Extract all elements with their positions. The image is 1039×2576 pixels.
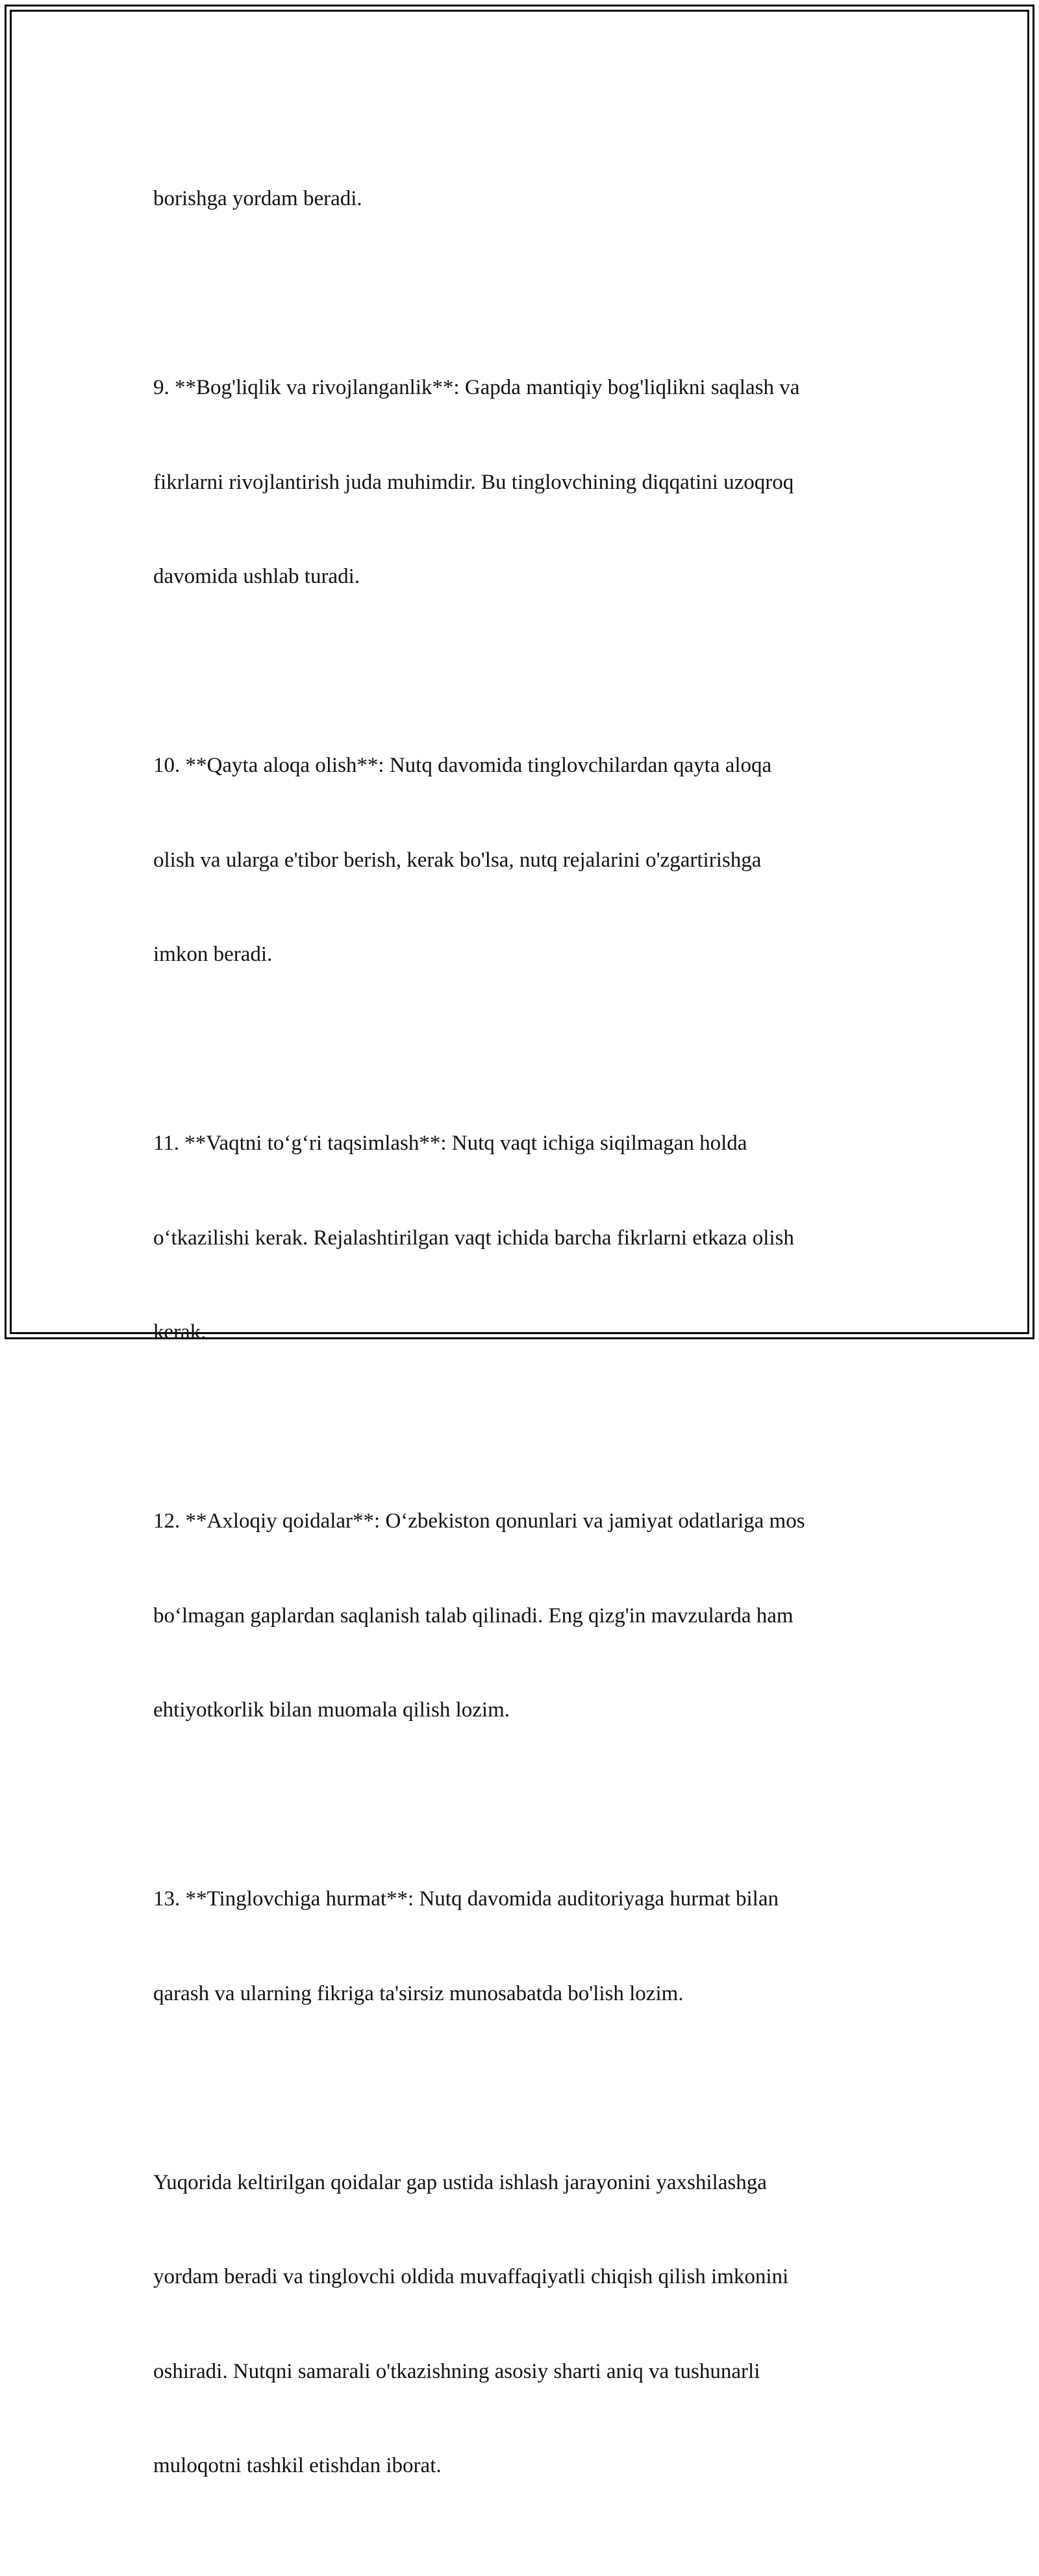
text-line: bo‘lmagan gaplardan saqlanish talab qilinadi. Eng qizg'in mavzularda ham — [153, 1604, 794, 1628]
text-line: 13. **Tinglovchiga hurmat**: Nutq davomida auditoriyaga hurmat bilan — [153, 1887, 779, 1911]
text-line: o‘tkazilishi kerak. Rejalashtirilgan vaqt ichida barcha fikrlarni etkaza olish — [153, 1226, 794, 1250]
text-line: davomida ushlab turadi. — [153, 565, 360, 588]
paragraph-item-9 — [153, 309, 884, 656]
text-line: qarash va ularning fikriga ta'sirsiz munosabatda bo'lish lozim. — [153, 1981, 684, 2005]
text-line: yordam beradi va tinglovchi oldida muvaffaqiyatli chiqish qilish imkonini — [153, 2265, 789, 2288]
paragraph-item-11 — [153, 1065, 884, 1411]
text-line: fikrlarni rivojlantirish juda muhimdir. Bu tinglovchining diqqatini uzoqroq — [153, 470, 794, 494]
text-line: kerak. — [153, 1320, 207, 1344]
text-line: 9. **Bog'liqlik va rivojlanganlik**: Gapda mantiqiy bog'liqlikni saqlash va — [153, 376, 800, 399]
text-line: 12. **Axloqiy qoidalar**: O‘zbekiston qonunlari va jamiyat odatlariga mos — [153, 1509, 805, 1533]
text-line: oshiradi. Nutqni samarali o'tkazishning asosiy sharti aniq va tushunarli — [153, 2359, 760, 2383]
text-line: 11. **Vaqtni to‘g‘ri taqsimlash**: Nutq vaqt ichiga siqilmagan holda — [153, 1132, 747, 1155]
text-line: imkon beradi. — [153, 943, 273, 966]
document-body — [153, 120, 884, 2576]
text-line: ehtiyotkorlik bilan muomala qilish lozim. — [153, 1698, 510, 1722]
paragraph-conclusion — [153, 2104, 884, 2545]
text-line: 10. **Qayta aloqa olish**: Nutq davomida tinglovchilardan qayta aloqa — [153, 754, 772, 777]
text-line: muloqotni tashkil etishdan iborat. — [153, 2454, 442, 2477]
paragraph-item-12 — [153, 1443, 884, 1789]
text-line: borishga yordam beradi. — [153, 187, 362, 210]
paragraph-item-10 — [153, 687, 884, 1034]
paragraph-item-13 — [153, 1820, 884, 2072]
text-line: olish va ularga e'tibor berish, kerak bo'lsa, nutq rejalarini o'zgartirishga — [153, 848, 762, 872]
text-line: Yuqorida keltirilgan qoidalar gap ustida ishlash jarayonini yaxshilashga — [153, 2170, 767, 2194]
paragraph-continuation — [153, 120, 884, 278]
